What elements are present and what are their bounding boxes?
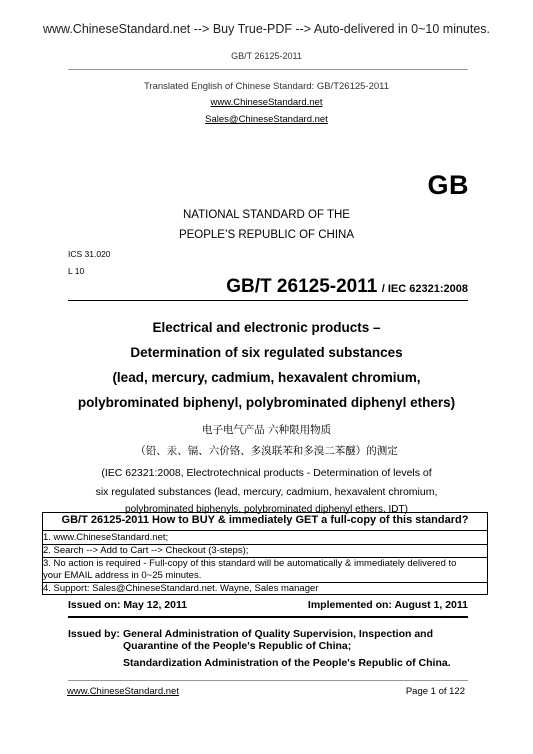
buy-box-divider bbox=[43, 530, 487, 531]
chinese-title-2: （铅、汞、镉、六价铬、多溴联苯和多溴二苯醚）的测定 bbox=[135, 445, 398, 457]
issued-rule bbox=[68, 616, 468, 618]
footer-site-link[interactable]: www.ChineseStandard.net bbox=[67, 686, 179, 697]
standard-number-iec: / IEC 62321:2008 bbox=[381, 283, 468, 295]
iec-line-3: polybrominated biphenyls, polybrominated diphenyl ethers, IDT) bbox=[125, 504, 408, 515]
page-indicator: Page 1 of 122 bbox=[405, 686, 465, 697]
issued-on: Issued on: May 12, 2011 bbox=[68, 599, 188, 611]
standard-number bbox=[200, 276, 468, 298]
sales-email-link[interactable]: Sales@ChineseStandard.net bbox=[205, 114, 328, 125]
buy-step-1: 1. www.ChineseStandard.net; bbox=[43, 532, 169, 543]
gb-mark: GB bbox=[427, 170, 469, 200]
issued-by-label: Issued by: bbox=[68, 628, 120, 640]
issued-by-line-3: Standardization Administration of the People's Republic of China. bbox=[123, 657, 451, 669]
buy-step-3-cont: your EMAIL address in 0~25 minutes. bbox=[43, 570, 202, 581]
buy-info-box bbox=[42, 512, 488, 595]
top-banner: www.ChineseStandard.net --> Buy True-PDF --> Auto-delivered in 0~10 minutes. bbox=[42, 22, 491, 36]
buy-step-3: 3. No action is required - Full-copy of this standard will be automatically & immediately delivered to bbox=[43, 558, 457, 569]
title-line-3: (lead, mercury, cadmium, hexavalent chromium, bbox=[112, 370, 421, 385]
title-line-2: Determination of six regulated substances bbox=[130, 345, 403, 360]
iec-line-1: (IEC 62321:2008, Electrotechnical products - Determination of levels of bbox=[101, 467, 432, 479]
buy-box-title: GB/T 26125-2011 How to BUY & immediately GET a full-copy of this standard? bbox=[61, 514, 469, 526]
header-code: GB/T 26125-2011 bbox=[231, 51, 302, 61]
ics-code: ICS 31.020 bbox=[68, 249, 111, 259]
title-line-4: polybrominated biphenyl, polybrominated diphenyl ethers) bbox=[77, 395, 456, 410]
buy-step-4: 4. Support: Sales@ChineseStandard.net. Wayne, Sales manager bbox=[43, 583, 319, 594]
standard-number-main: GB/T 26125-2011 bbox=[226, 276, 378, 297]
national-line-2: PEOPLE’S REPUBLIC OF CHINA bbox=[178, 229, 355, 241]
site-link[interactable]: www.ChineseStandard.net bbox=[210, 97, 323, 108]
standard-rule bbox=[68, 300, 468, 301]
issued-by-line-2: Quarantine of the People's Republic of China; bbox=[123, 640, 352, 652]
implemented-on: Implemented on: August 1, 2011 bbox=[307, 599, 468, 611]
translated-line: Translated English of Chinese Standard: GB/T26125-2011 bbox=[143, 81, 390, 92]
buy-step-2: 2. Search --> Add to Cart --> Checkout (3-steps); bbox=[43, 545, 249, 556]
footer-rule bbox=[68, 680, 468, 681]
ccs-code: L 10 bbox=[68, 266, 85, 276]
title-line-1: Electrical and electronic products – bbox=[152, 320, 381, 335]
chinese-title-1: 电子电气产品 六种限用物质 bbox=[201, 424, 332, 436]
issued-by-line-1: General Administration of Quality Supervision, Inspection and bbox=[123, 628, 433, 640]
header-rule bbox=[68, 69, 468, 70]
national-line-1: NATIONAL STANDARD OF THE bbox=[183, 209, 350, 221]
iec-line-2: six regulated substances (lead, mercury, cadmium, hexavalent chromium, bbox=[95, 486, 438, 498]
